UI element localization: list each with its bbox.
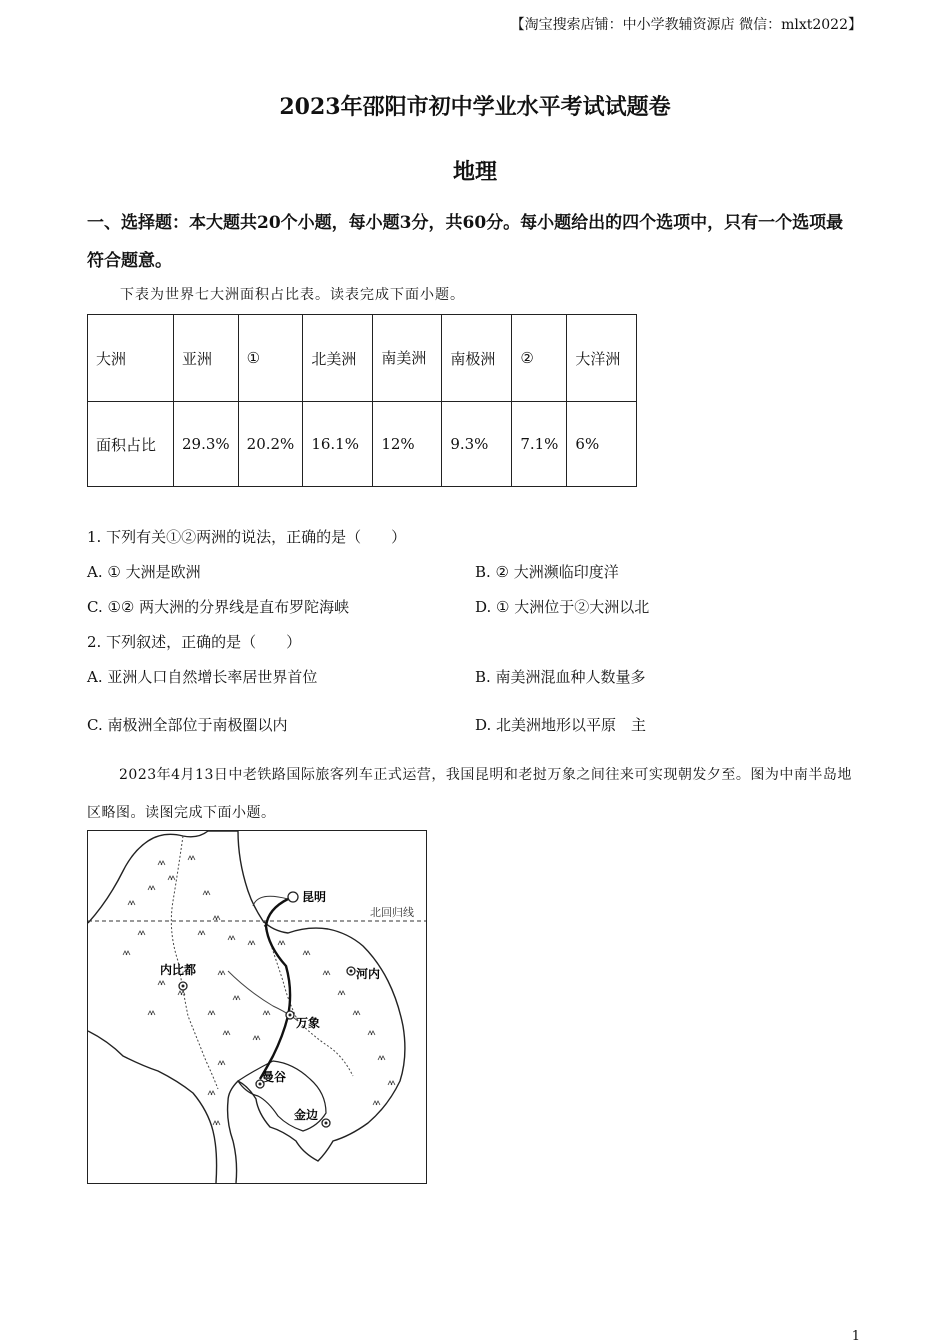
- myanmar-coast: [88, 1031, 217, 1183]
- table-header-cell: 南极洲: [442, 315, 512, 402]
- label-bangkok: 曼谷: [262, 1070, 287, 1084]
- table-cell: 7.1%: [512, 402, 567, 487]
- label-vientiane: 万象: [296, 1016, 321, 1030]
- page-number: 1: [851, 1329, 860, 1344]
- question-1-option-c[interactable]: C. ①② 两大洲的分界线是直布罗陀海峡: [87, 598, 350, 616]
- table-value-row: [88, 402, 637, 487]
- table-header-cell: 大洲: [88, 315, 174, 402]
- table-cell: 20.2%: [238, 402, 303, 487]
- subject-title: 地理: [452, 159, 497, 185]
- country-border: [263, 921, 353, 1076]
- continent-area-table: [87, 314, 637, 487]
- table-cell: 29.3%: [174, 402, 239, 487]
- exam-title: 2023年邵阳市初中学业水平考试试题卷: [279, 94, 671, 120]
- label-phnompenh: 金边: [294, 1108, 319, 1122]
- label-naypyidaw: 内比都: [160, 963, 197, 977]
- question-2-option-d[interactable]: D. 北美洲地形以平原 主: [475, 716, 647, 734]
- table-cell: 12%: [373, 402, 442, 487]
- table-header-cell: ②: [512, 315, 567, 402]
- question-1-option-d[interactable]: D. ① 大洲位于②大洲以北: [475, 598, 650, 616]
- label-kunming: 昆明: [302, 890, 327, 904]
- table-row-label: 面积占比: [88, 402, 174, 487]
- question-1-stem: 1. 下列有关①②两洲的说法，正确的是（ ）: [87, 528, 407, 546]
- indochina-map: [87, 830, 427, 1184]
- table-header-cell: 亚洲: [174, 315, 239, 402]
- table-header-cell: 南美洲: [373, 315, 442, 402]
- question-2-option-a[interactable]: A. 亚洲人口自然增长率居世界首位: [87, 668, 318, 686]
- table-cell: 16.1%: [303, 402, 373, 487]
- table-cell: 9.3%: [442, 402, 512, 487]
- passage-text: 2023年4月13日中老铁路国际旅客列车正式运营，我国昆明和老挝万象之间往来可实现朝发夕至。图为中南半岛地区略图。读图完成下面小题。: [87, 767, 852, 821]
- table-header-cell: ①: [238, 315, 303, 402]
- table-header-cell: 北美洲: [303, 315, 373, 402]
- table-intro: 下表为世界七大洲面积占比表。读表完成下面小题。: [120, 287, 465, 303]
- header-note: 【淘宝搜索店铺：中小学教辅资源店 微信：mlxt2022】: [510, 17, 862, 33]
- question-2-option-c[interactable]: C. 南极洲全部位于南极圈以内: [87, 716, 288, 734]
- label-tropic: 北回归线: [370, 907, 414, 919]
- table-header-row: [88, 315, 637, 402]
- question-2-option-b[interactable]: B. 南美洲混血种人数量多: [475, 668, 646, 686]
- question-1-option-b[interactable]: B. ② 大洲濒临印度洋: [475, 563, 619, 581]
- table-header-cell: 大洋洲: [567, 315, 637, 402]
- city-kunming: [288, 892, 298, 902]
- question-2-stem: 2. 下列叙述，正确的是（ ）: [87, 633, 302, 651]
- section-heading: 一、选择题：本大题共20个小题，每小题3分，共60分。每小题给出的四个选项中，只有一个选项最符合题意。: [87, 213, 844, 271]
- coastline: [88, 831, 405, 1183]
- label-hanoi: 河内: [356, 967, 381, 981]
- table-cell: 6%: [567, 402, 637, 487]
- question-1-option-a[interactable]: A. ① 大洲是欧洲: [87, 563, 201, 581]
